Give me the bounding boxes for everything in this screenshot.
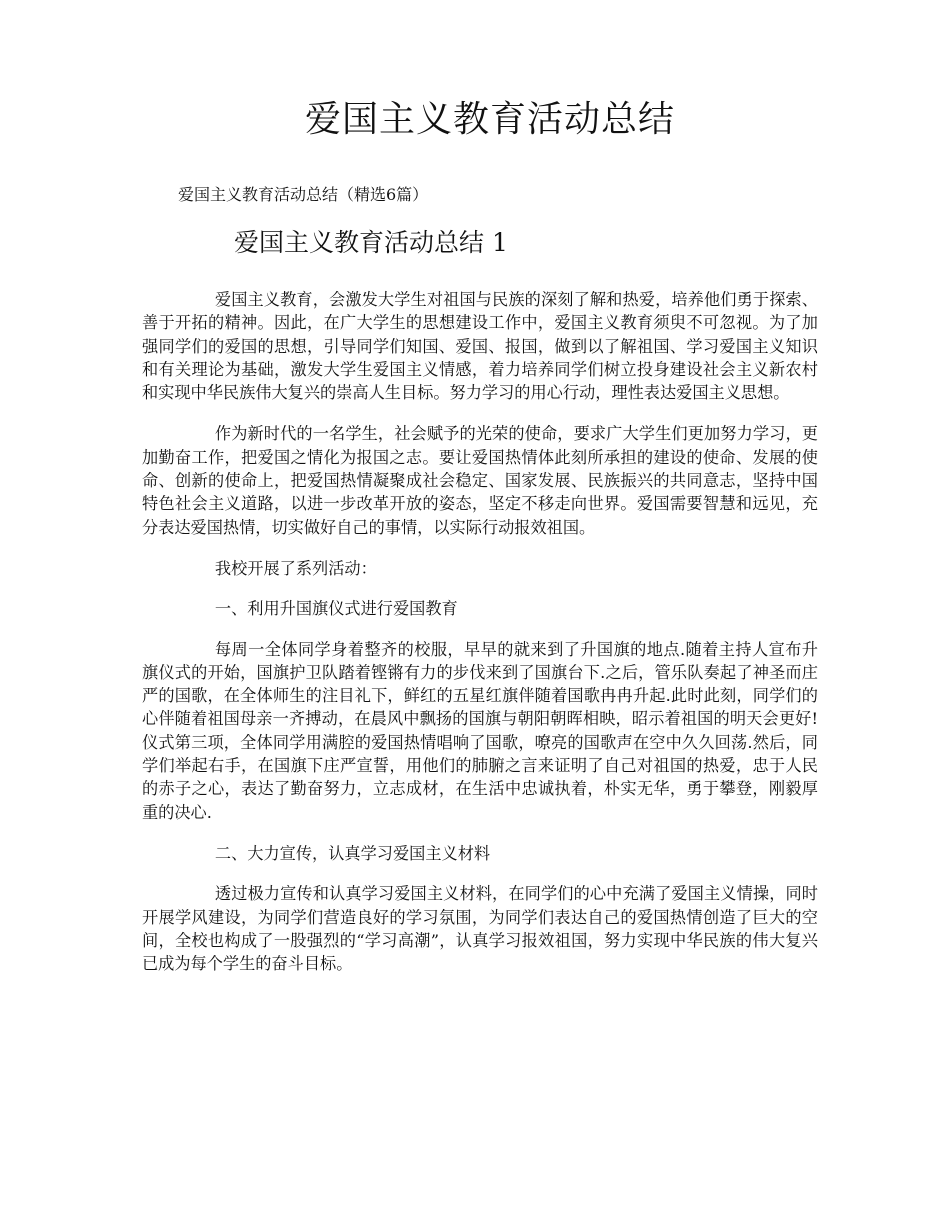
paragraph-mission: 作为新时代的一名学生，社会赋予的光荣的使命，要求广大学生们更加努力学习，更加勤奋工作，把爱国之情化为报国之志。要让爱国热情体此刻所承担的建设的使命、发展的使命、创新的使命上，把爱国热情凝聚成社会稳定、国家发展、民族振兴的共同意志，坚持中国特色社会主义道路，以进一步改革开放的姿态，坚定不移走向世界。爱国需要智慧和远见，充分表达爱国热情，切实做好自己的事情，以实际行动报效祖国。 (142, 424, 818, 537)
document-subtitle: 爱国主义教育活动总结（精选6篇） (178, 185, 429, 204)
paragraph-activities-lead: 我校开展了系列活动： (214, 558, 377, 578)
paragraph-intro: 爱国主义教育，会激发大学生对祖国与民族的深刻了解和热爱，培养他们勇于探索、善于开拓的精神。因此，在广大学生的思想建设工作中，爱国主义教育须臾不可忽视。为了加强同学们的爱国的思想，引导同学们知国、爱国、报国，做到以了解祖国、学习爱国主义知识和有关理论为基础，激发大学生爱国主义情感，着力培养同学们树立投身建设社会主义新农村和实现中华民族伟大复兴的崇高人生目标。努力学习的用心行动，理性表达爱国主义思想。 (142, 290, 818, 403)
document-body (142, 288, 818, 993)
document-title: 爱国主义教育活动总结 (304, 99, 675, 140)
paragraph-flag-ceremony: 每周一全体同学身着整齐的校服，早早的就来到了升国旗的地点.随着主持人宣布升旗仪式的开始，国旗护卫队踏着铿锵有力的步伐来到了国旗台下.之后，管乐队奏起了神圣而庄严的国歌，在全体师生的注目礼下，鲜红的五星红旗伴随着国歌冉冉升起.此时此刻，同学们的心伴随着祖国母亲一齐搏动，在晨风中飘扬的国旗与朝阳朝晖相映，昭示着祖国的明天会更好!仪式第三项，全体同学用满腔的爱国热情唱响了国歌，嘹亮的国歌声在空中久久回荡.然后，同学们举起右手，在国旗下庄严宣誓，用他们的肺腑之言来证明了自己对祖国的热爱，忠于人民的赤子之心，表达了勤奋努力，立志成材，在生活中忠诚执着，朴实无华，勇于攀登，刚毅厚重的决心. (142, 639, 818, 822)
paragraph-heading-flag-ceremony: 一、利用升国旗仪式进行爱国教育 (214, 599, 458, 619)
section-title: 爱国主义教育活动总结 1 (234, 228, 508, 257)
paragraph-study: 透过极力宣传和认真学习爱国主义材料，在同学们的心中充满了爱国主义情操，同时开展学风建设，为同学们营造良好的学习氛围，为同学们表达自己的爱国热情创造了巨大的空间，全校也构成了一股强烈的“学习高潮”，认真学习报效祖国，努力实现中华民族的伟大复兴已成为每个学生的奋斗目标。 (142, 884, 818, 974)
paragraph-heading-study: 二、大力宣传，认真学习爱国主义材料 (214, 843, 491, 863)
